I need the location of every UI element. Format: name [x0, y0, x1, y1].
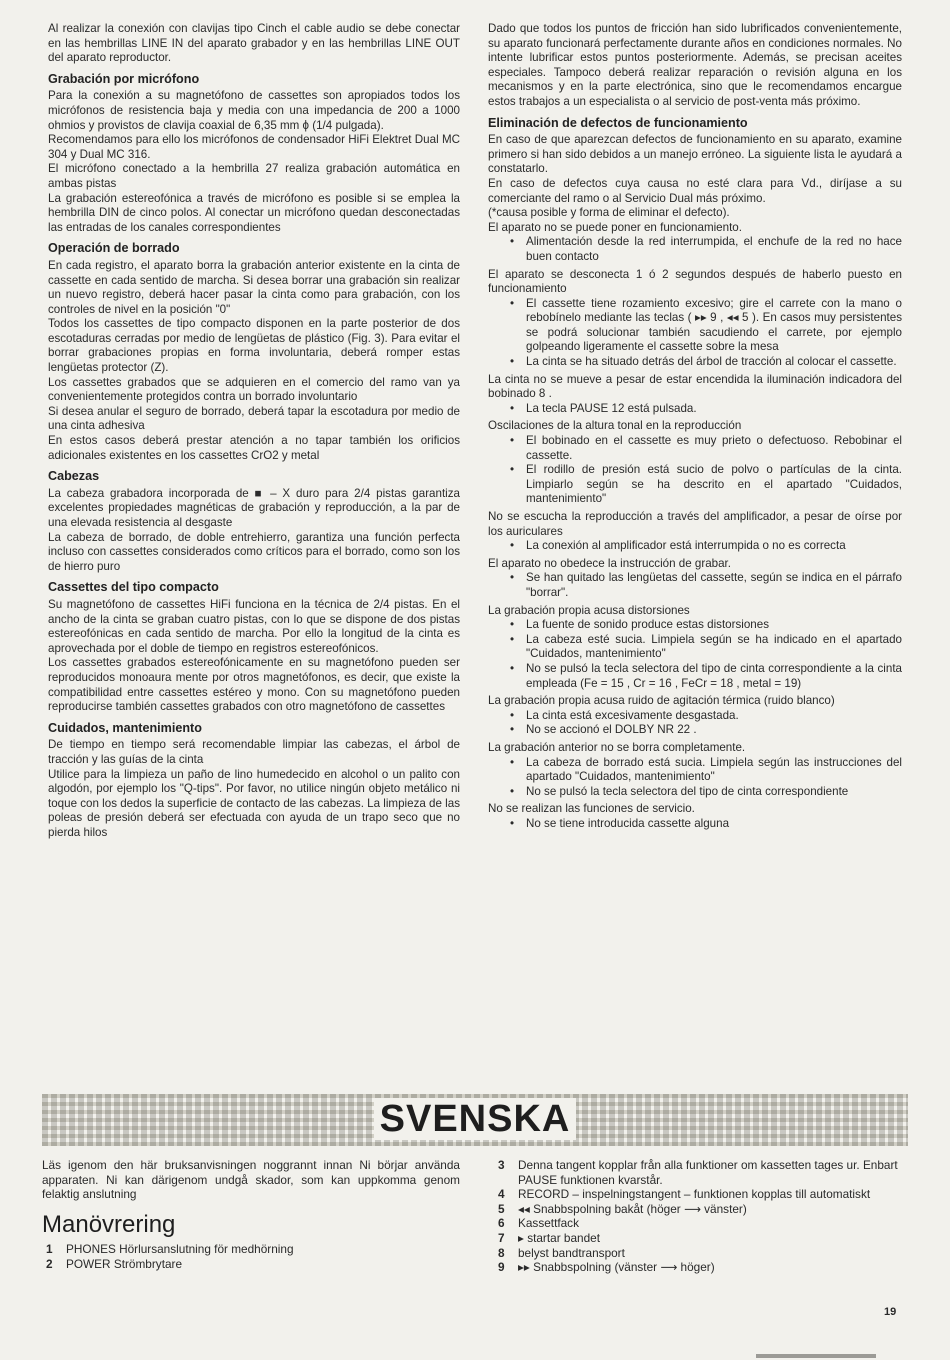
- svenska-intro: Läs igenom den här bruksanvisningen noggrannt innan Ni börjar använda apparaten. Ni kan därigenom undgå skador, som kan uppkomma genom felaktig anslutning: [42, 1158, 460, 1202]
- bullet-item: • La cabeza esté sucia. Limpiela según se ha indicado en el apartado "Cuidados, mantenimiento": [488, 633, 902, 662]
- section-heading: Cuidados, mantenimiento: [48, 720, 202, 735]
- control-item: [494, 1187, 904, 1202]
- bullet-list: [488, 235, 902, 264]
- bullet-item: • La cabeza de borrado está sucia. Limpiela según las instrucciones del apartado "Cuidados, mantenimiento": [488, 756, 902, 785]
- svenska-right-section: [494, 1158, 904, 1275]
- control-number: 6: [498, 1216, 505, 1231]
- bullet-item: • La tecla PAUSE 12 está pulsada.: [488, 402, 902, 417]
- bullet-item: • La cinta se ha situado detrás del árbol de tracción al colocar el cassette.: [488, 355, 902, 370]
- paragraph: La grabación anterior no se borra completamente.: [488, 740, 746, 754]
- section-heading: Eliminación de defectos de funcionamiento: [488, 115, 748, 130]
- paragraph: En estos casos deberá prestar atención a no tapar también los orificios adicionales existentes en los cassettes CrO2 y metal: [48, 434, 460, 462]
- control-text: Kassettfack: [518, 1216, 579, 1231]
- control-number: 3: [498, 1158, 505, 1172]
- control-number: 8: [498, 1245, 505, 1260]
- paragraph: Recomendamos para ello los micrófonos de condensador HiFi Elektret Dual MC 304 y Dual MC 316.: [48, 133, 460, 161]
- paragraph: No se realizan las funciones de servicio.: [488, 802, 695, 816]
- control-item: [42, 1242, 460, 1257]
- bullet-list: [488, 817, 902, 832]
- paragraph: El aparato no se puede poner en funcionamiento.: [488, 220, 742, 234]
- bullet-item: • El bobinado en el cassette es muy prieto o defectuoso. Rebobinar el cassette.: [488, 434, 902, 463]
- bullet-list: [488, 618, 902, 691]
- paragraph: La grabación propia acusa distorsiones: [488, 603, 690, 617]
- paragraph: El aparato se desconecta 1 ó 2 segundos después de haberlo puesto en funcionamiento: [488, 267, 902, 296]
- section-heading: Cabezas: [48, 469, 100, 484]
- paragraph: El micrófono conectado a la hembrilla 27 realiza grabación automática en ambas pistas: [48, 162, 460, 190]
- bullet-list: [488, 402, 902, 417]
- bullet-list: [488, 434, 902, 507]
- paragraph: La grabación estereofónica a través de micrófono es posible si se emplea la hembrilla DIN de cinco polos. Al conectar un micrófono quedan desconectadas las entradas de los canales correspondientes: [48, 191, 460, 234]
- paragraph: Oscilaciones de la altura tonal en la reproducción: [488, 419, 742, 433]
- paragraph: Los cassettes grabados que se adquieren en el comercio del ramo van ya convenientemente protegidos contra un borrado involuntario: [48, 375, 460, 404]
- control-text: belyst bandtransport: [518, 1245, 625, 1260]
- control-text: POWER Strömbrytare: [66, 1256, 183, 1271]
- bullet-list: [488, 297, 902, 370]
- control-item: [42, 1257, 460, 1272]
- paragraph: De tiempo en tiempo será recomendable limpiar las cabezas, el árbol de tracción y las guías de la cinta: [48, 738, 460, 766]
- bullet-list: [488, 756, 902, 800]
- control-item: [494, 1202, 904, 1217]
- control-number: 4: [498, 1187, 505, 1202]
- spanish-right-column: [488, 22, 902, 831]
- control-text: ▸▸ Snabbspolning (vänster ⟶ höger): [518, 1260, 715, 1275]
- bullet-item: • La cinta está excesivamente desgastada.: [488, 709, 902, 724]
- paragraph: La cinta no se mueve a pesar de estar encendida la iluminación indicadora del bobinado 8 .: [488, 372, 902, 401]
- controls-list-left: [42, 1242, 460, 1271]
- bullet-list: [488, 709, 902, 738]
- spanish-left-column: [48, 22, 460, 840]
- bullet-item: • Alimentación desde la red interrumpida, el enchufe de la red no hace buen contacto: [488, 235, 902, 264]
- controls-list-right: [494, 1158, 904, 1275]
- bullet-item: • La fuente de sonido produce estas distorsiones: [488, 618, 902, 633]
- section-heading: Operación de borrado: [48, 241, 180, 256]
- paragraph: No se escucha la reproducción a través del amplificador, a pesar de oírse por los auriculares: [488, 510, 902, 538]
- bullet-list: [488, 571, 902, 600]
- banner-title: SVENSKA: [374, 1098, 577, 1140]
- control-number: 5: [498, 1201, 505, 1216]
- svenska-left-section: [42, 1158, 460, 1272]
- bullet-item: • No se pulsó la tecla selectora del tipo de cinta correspondiente a la cinta empleada (Fe = 15 , Cr = 16 , FeCr = 18 , metal = 19): [488, 662, 902, 691]
- paragraph: Todos los cassettes de tipo compacto disponen en la parte posterior de dos escotaduras cerradas por medio de lengüetas de plástico (Fig. 3). Para evitar el borrar grabaciones propias en forma involuntaria, deberá romper estas lengüetas protector (Z).: [48, 317, 460, 375]
- paragraph: Los cassettes grabados estereofónicamente en su magnetófono pueden ser reproducidos monoaura mente por otros magnetófonos, es decir, que existe la compatibilidad entre cassettes estéreo y mono. Con su magnetófono pueden reproducirse también cassettes grabados con otro magnetófono de cassettes: [48, 656, 460, 714]
- bullet-item: • No se accionó el DOLBY NR 22 .: [488, 723, 902, 738]
- svenska-heading: Manövrering: [42, 1210, 176, 1238]
- paragraph: La grabación propia acusa ruido de agitación térmica (ruido blanco): [488, 694, 835, 708]
- control-item: [494, 1216, 904, 1231]
- control-text: Denna tangent kopplar från alla funktioner om kassetten tages ur. Enbart PAUSE funktionen kvarstår.: [518, 1158, 898, 1187]
- control-number: 2: [46, 1256, 53, 1271]
- control-text: PHONES Hörlursanslutning för medhörning: [66, 1242, 294, 1257]
- paragraph: Para la conexión a su magnetófono de cassettes son apropiados todos los micrófonos de resistencia baja y media con una impedancia de 200 a 1000 ohmios y provistos de clavija coaxial de 6,35 mm ϕ (1/4 pulgada).: [48, 89, 460, 132]
- section-heading: Grabación por micrófono: [48, 71, 200, 86]
- bullet-item: • El rodillo de presión está sucio de polvo o partículas de la cinta. Limpiarlo según se ha descrito en el apartado "Cuidados, mantenimiento": [488, 463, 902, 507]
- paragraph: El aparato no obedece la instrucción de grabar.: [488, 556, 731, 570]
- page-number: 19: [884, 1306, 897, 1318]
- control-item: [494, 1246, 904, 1261]
- control-number: 7: [498, 1230, 505, 1245]
- control-number: 9: [498, 1260, 505, 1275]
- paragraph: La cabeza grabadora incorporada de ■ – X duro para 2/4 pistas garantiza excelentes propiedades magnéticas de grabación y reproducción, a la par de una elevada resistencia al desgaste: [48, 486, 460, 529]
- paragraph: Si desea anular el seguro de borrado, deberá tapar la escotadura por medio de una cinta adhesiva: [48, 404, 460, 433]
- control-text: ▸ startar bandet: [518, 1230, 600, 1245]
- paragraph: Su magnetófono de cassettes HiFi funciona en la técnica de 2/4 pistas. En el ancho de la cinta se graban cuatro pistas, con lo que se dispone de dos pistas estereofónicas en cada sentido de marcha. Por ello la longitud de la cinta es aprovechada por el doble de tiempo en registros estereofónicos.: [48, 597, 460, 655]
- bullet-list: [488, 539, 902, 554]
- control-text: ◂◂ Snabbspolning bakåt (höger ⟶ vänster): [518, 1201, 747, 1216]
- paragraph: Al realizar la conexión con clavijas tipo Cinch el cable audio se debe conectar en las hembrillas LINE IN del aparato grabador y en las hembrillas LINE OUT del aparato reproductor.: [48, 22, 460, 65]
- footer-scan-mark: [756, 1354, 876, 1358]
- bullet-item: • No se tiene introducida cassette alguna: [488, 817, 902, 832]
- paragraph: Dado que todos los puntos de fricción han sido lubrificados convenientemente, su aparato funcionará perfectamente durante años en condiciones normales. No intente lubrificar estos puntos posteriormente. Además, se precisan aceites especiales. Tampoco deberá realizar reparación o revisión alguna en los mecanismos y en la parte electrónica, sino que le recomendamos encargue estos trabajos a un especialista o al servicio de post-venta más próximo.: [488, 22, 902, 108]
- paragraph: En caso de defectos cuya causa no esté clara para Vd., diríjase a su comerciante del ramo o al Servicio Dual más próximo.: [488, 176, 902, 205]
- control-item: [494, 1231, 904, 1246]
- bullet-item: • La conexión al amplificador está interrumpida o no es correcta: [488, 539, 902, 554]
- control-item: [494, 1158, 904, 1187]
- bullet-item: • El cassette tiene rozamiento excesivo; gire el carrete con la mano o rebobínelo mediante las teclas ( ▸▸ 9 , ◂◂ 5 ). En casos muy persistentes se podrá solucionar también sacudiendo el carrete, por ejemplo golpeando ligeramente el cassette sobre la mesa: [488, 297, 902, 355]
- paragraph: Utilice para la limpieza un paño de lino humedecido en alcohol o un palito con algodón, por ejemplo los "Q-tips". Por favor, no utilice ningún objeto metálico ni toque con los dedos la superficie de contacto de las cabezas. La limpieza de las poleas de presión deberá ser efectuada con ayuda de un trapo seco que no pierda hilos: [48, 767, 460, 839]
- paragraph: La cabeza de borrado, de doble entrehierro, garantiza una función perfecta incluso con cassettes considerados como críticos para el borrado, como son los de hierro puro: [48, 530, 460, 573]
- control-item: [494, 1260, 904, 1275]
- bullet-item: • No se pulsó la tecla selectora del tipo de cinta correspondiente: [488, 785, 902, 800]
- control-text: RECORD – inspelningstangent – funktionen kopplas till automatiskt: [518, 1187, 871, 1202]
- paragraph: En cada registro, el aparato borra la grabación anterior existente en la cinta de cassette en cada sentido de marcha. Si desea borrar una grabación sin realizar un nuevo registro, deberá hacer pasar la cinta como para grabación, con los controles de nivel en la posición "0": [48, 258, 460, 316]
- paragraph: En caso de que aparezcan defectos de funcionamiento en su aparato, examine primero si han sido debidos a un manejo erróneo. La siguiente lista le ayudará a constatarlo.: [488, 133, 902, 176]
- section-heading: Cassettes del tipo compacto: [48, 580, 219, 595]
- control-number: 1: [46, 1242, 53, 1257]
- paragraph: (*causa posible y forma de eliminar el defecto).: [488, 206, 730, 220]
- bullet-item: • Se han quitado las lengüetas del cassette, según se indica en el párrafo "borrar".: [488, 571, 902, 600]
- language-banner: [42, 1094, 908, 1146]
